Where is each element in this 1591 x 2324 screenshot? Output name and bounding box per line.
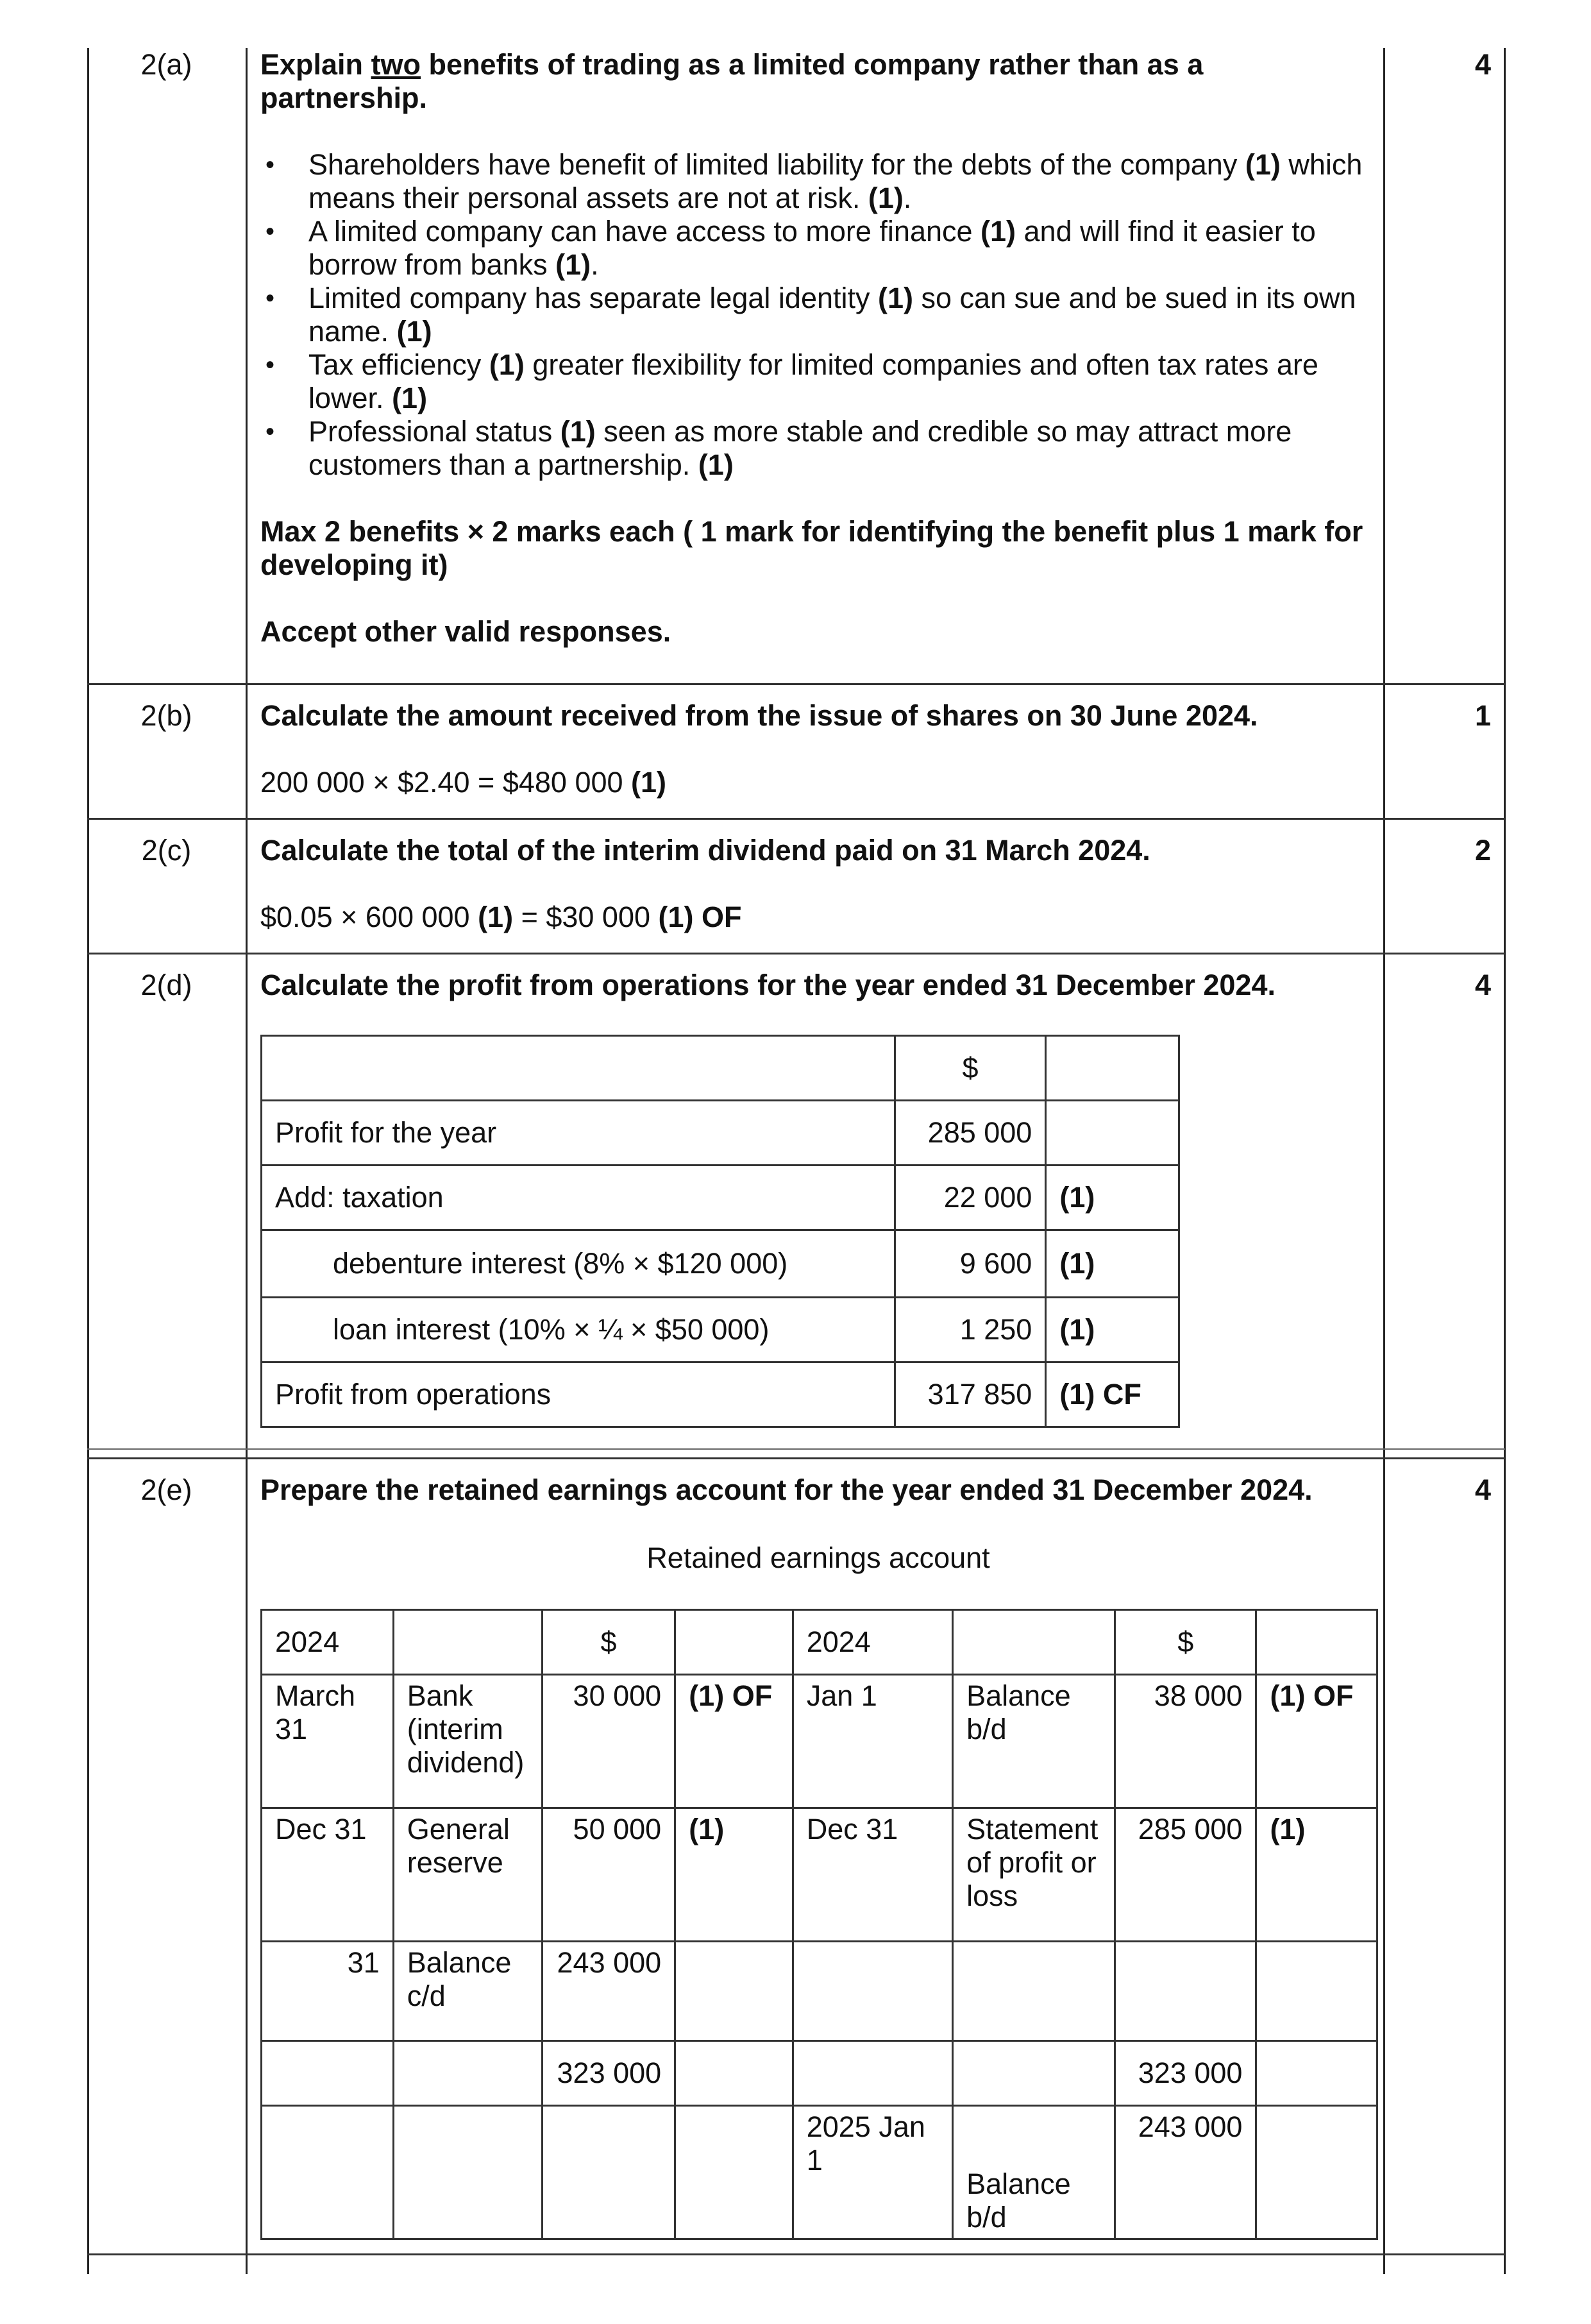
question-number: 2(e) <box>140 1473 192 1506</box>
row-divider <box>87 818 1505 820</box>
benefits-list <box>260 148 1376 482</box>
question-marks: 1 <box>1474 699 1491 732</box>
table-row: Dec 31 General reserve 50 000 (1) Dec 31 Statement of profit or loss 285 000 (1) <box>262 1808 1377 1942</box>
question-marks: 4 <box>1474 1473 1491 1506</box>
row-divider <box>87 2253 1505 2255</box>
question-marks: 2 <box>1474 834 1491 867</box>
question-2b-content <box>260 699 1376 799</box>
list-item: • A limited company can have access to more finance (1) and will find it easier to borrow from banks (1). <box>308 215 1376 282</box>
question-2c-content <box>260 834 1376 934</box>
row-divider <box>87 953 1505 954</box>
table-row: Profit for the year 285 000 <box>262 1101 1179 1166</box>
list-item: • Professional status (1) seen as more stable and credible so may attract more customers than a partnership. (1) <box>308 415 1376 482</box>
column-rule-left <box>87 48 89 2274</box>
question-number: 2(a) <box>140 48 192 81</box>
column-rule-right <box>1504 48 1506 2274</box>
row-divider <box>87 1448 1505 1450</box>
question-2d-content <box>260 969 1376 1002</box>
question-2e-content <box>260 1473 1376 1507</box>
question-marks: 4 <box>1474 48 1491 81</box>
question-title: Calculate the total of the interim dividend paid on 31 March 2024. <box>260 834 1150 867</box>
question-title: Prepare the retained earnings account for the year ended 31 December 2024. <box>260 1473 1313 1506</box>
question-title: Calculate the profit from operations for the year ended 31 December 2024. <box>260 969 1275 1001</box>
table-row: 2025 Jan 1 Balance b/d 243 000 <box>262 2106 1377 2239</box>
list-item: • Limited company has separate legal identity (1) so can sue and be sued in its own name. (1) <box>308 282 1376 348</box>
answer-line: 200 000 × $2.40 = $480 000 (1) <box>260 766 667 799</box>
question-number: 2(b) <box>140 699 192 732</box>
answer-line: $0.05 × 600 000 (1) = $30 000 (1) OF <box>260 901 742 933</box>
question-2a-content <box>260 48 1376 649</box>
profit-from-operations-table <box>260 1035 1180 1428</box>
table-row: 31 Balance c/d 243 000 <box>262 1942 1377 2041</box>
accept-note: Accept other valid responses. <box>260 615 671 648</box>
retained-earnings-account <box>260 1609 1378 2240</box>
table-row: March 31 Bank (interim dividend) 30 000 (1) OF Jan 1 Balance b/d 38 000 (1) OF <box>262 1675 1377 1808</box>
column-rule-question <box>246 48 248 2274</box>
currency-header: $ <box>895 1036 1046 1101</box>
table-row: 323 000 323 000 <box>262 2041 1377 2106</box>
question-number: 2(d) <box>140 969 192 1001</box>
list-item: • Shareholders have benefit of limited liability for the debts of the company (1) which means their personal assets are not at risk. (1). <box>308 148 1376 215</box>
question-number: 2(c) <box>141 834 192 867</box>
table-row: loan interest (10% × ¼ × $50 000) 1 250 (1) <box>262 1298 1179 1362</box>
list-item: • Tax efficiency (1) greater flexibility for limited companies and often tax rates are lower. (1) <box>308 348 1376 415</box>
max-marks-note: Max 2 benefits × 2 marks each ( 1 mark for identifying the benefit plus 1 mark for developing it) <box>260 515 1363 581</box>
question-title: Calculate the amount received from the issue of shares on 30 June 2024. <box>260 699 1258 732</box>
row-divider <box>87 1457 1505 1459</box>
table-row: Add: taxation 22 000 (1) <box>262 1166 1179 1230</box>
table-row: Profit from operations 317 850 (1) CF <box>262 1362 1179 1427</box>
table-row: 2024 $ 2024 $ <box>262 1610 1377 1675</box>
column-rule-answer <box>1383 48 1385 2274</box>
question-title: Explain two benefits of trading as a limited company rather than as a partnership. <box>260 48 1204 114</box>
table-row: debenture interest (8% × $120 000) 9 600 (1) <box>262 1230 1179 1298</box>
account-title: Retained earnings account <box>646 1541 990 1574</box>
question-marks: 4 <box>1474 969 1491 1001</box>
table-row <box>262 1036 1179 1101</box>
row-divider <box>87 683 1505 685</box>
